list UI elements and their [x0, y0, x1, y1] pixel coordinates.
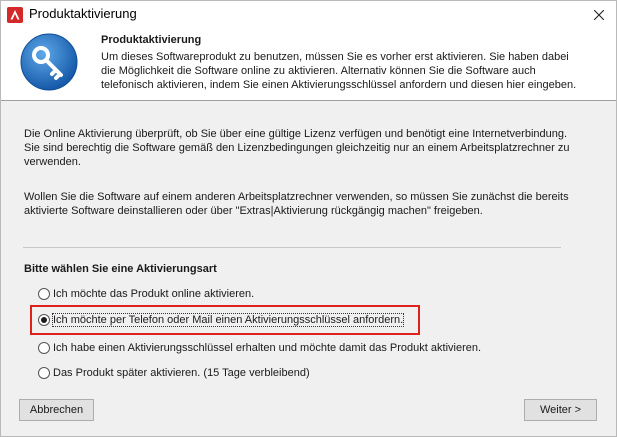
radio-label: Ich möchte per Telefon oder Mail einen Aktivierungsschlüssel anfordern.: [53, 314, 404, 326]
close-icon: [594, 10, 604, 20]
activation-type-heading: Bitte wählen Sie eine Aktivierungsart: [24, 263, 217, 275]
radio-online-activation[interactable]: [38, 286, 254, 302]
radio-label: Das Produkt später aktivieren. (15 Tage verbleibend): [53, 367, 310, 379]
header-description: Um dieses Softwareprodukt zu benutzen, müssen Sie es vorher erst aktivieren. Sie haben dabei die Möglichkeit die Software online zu aktivieren. Alternativ können Sie die Software auch telefonisch aktivieren, indem Sie einen Aktivierungsschlüssel anfordern und diesen hier eingeben.: [101, 51, 577, 91]
key-icon: [19, 32, 79, 92]
radio-button[interactable]: [38, 288, 50, 300]
app-icon: [7, 7, 23, 23]
separator: [23, 247, 561, 248]
selection-highlight: [30, 305, 420, 335]
cancel-button[interactable]: Abbrechen: [19, 399, 94, 421]
radio-label: Ich habe einen Aktivierungsschlüssel erhalten und möchte damit das Produkt aktivieren.: [53, 342, 482, 354]
online-activation-info: Die Online Aktivierung überprüft, ob Sie über eine gültige Lizenz verfügen und benötigt eine Internetverbindung. Sie sind berechtig die Software gemäß den Lizenzbedingungen gleichzeitig nur an einem Arbeitsplatzrechner zu verwenden.: [24, 128, 570, 168]
other-computer-info: Wollen Sie die Software auf einem anderen Arbeitsplatzrechner verwenden, so müssen Sie zunächst die bereits aktivierte Software deinstallieren oder über "Extras|Aktivierung rückgängig machen" freigeben.: [24, 191, 569, 217]
dialog-header: [1, 28, 616, 101]
next-button[interactable]: Weiter >: [524, 399, 597, 421]
radio-label: Ich möchte das Produkt online aktivieren.: [53, 288, 255, 300]
radio-button[interactable]: [38, 367, 50, 379]
radio-activate-later[interactable]: [38, 365, 310, 381]
title-bar: [1, 1, 616, 28]
radio-enter-key[interactable]: [38, 340, 481, 356]
header-title: Produktaktivierung: [101, 34, 202, 46]
radio-button[interactable]: [38, 342, 50, 354]
window-title: Produktaktivierung: [29, 6, 137, 21]
close-button[interactable]: [582, 1, 616, 28]
